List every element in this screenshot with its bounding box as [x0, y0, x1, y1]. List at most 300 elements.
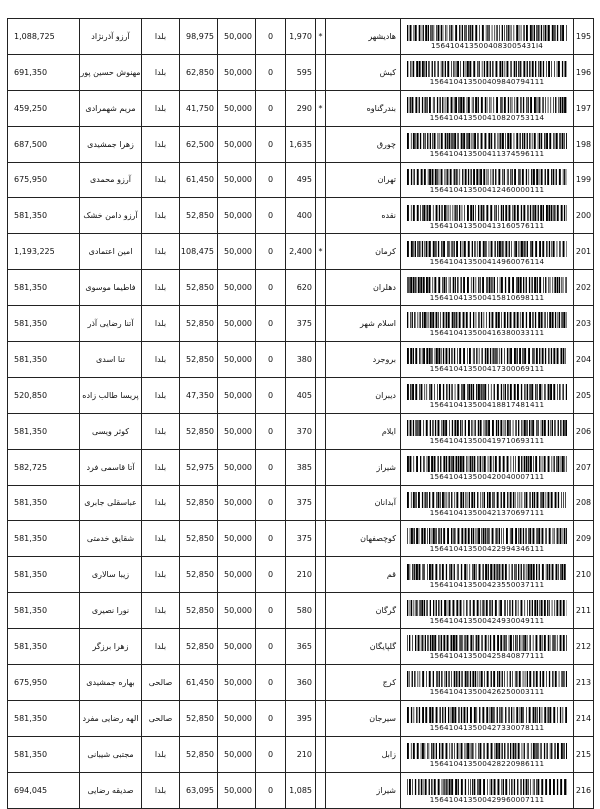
n2-text: 50,000 [224, 570, 252, 579]
table-row [8, 90, 594, 126]
table-row [8, 413, 594, 449]
tracking-code-cell [401, 593, 574, 629]
weight-cell [286, 629, 316, 665]
n3-text: 61,450 [186, 175, 214, 184]
zero-cell [256, 449, 286, 485]
tracking-code-text: 156410413500424930049111 [401, 617, 573, 625]
tracking-code-cell [401, 126, 574, 162]
payment-type-cell [142, 736, 180, 772]
base-fee-cell [218, 54, 256, 90]
base-fee-cell [218, 772, 256, 808]
n2-text: 50,000 [224, 391, 252, 400]
base-fee-cell [218, 629, 256, 665]
payment-type-cell [142, 90, 180, 126]
base-fee-cell [218, 521, 256, 557]
city-cell [326, 413, 401, 449]
city-text: بندرگناوه [367, 104, 396, 113]
row-index-cell [574, 234, 594, 270]
barcode-icon [407, 61, 567, 77]
amount-text: 581,350 [14, 355, 47, 364]
city-text: کرج [383, 678, 396, 687]
star-marker-cell [316, 377, 326, 413]
amount-text: 1,193,225 [14, 247, 55, 256]
tracking-code-cell [401, 377, 574, 413]
payment-type-cell [142, 126, 180, 162]
payment-type-cell [142, 413, 180, 449]
recipient-name-cell [80, 270, 142, 306]
tracking-code-text: 156410413500416380033111 [401, 329, 573, 337]
recipient-name-cell [80, 54, 142, 90]
n1-text: 580 [297, 606, 312, 615]
amount-text: 581,350 [14, 319, 47, 328]
amount-text: 581,350 [14, 750, 47, 759]
barcode-icon [407, 456, 567, 472]
fee-cell [180, 593, 218, 629]
base-fee-cell [218, 270, 256, 306]
zero-text: 0 [268, 175, 273, 184]
weight-cell [286, 521, 316, 557]
n2-text: 50,000 [224, 319, 252, 328]
n1-text: 495 [297, 175, 312, 184]
tracking-code-cell [401, 342, 574, 378]
city-cell [326, 162, 401, 198]
payment-type-cell [142, 629, 180, 665]
city-text: دیبران [375, 391, 396, 400]
pay-text: بلدا [155, 750, 166, 759]
n1-text: 1,970 [289, 32, 312, 41]
total-amount-cell [8, 593, 80, 629]
pay-text: بلدا [155, 427, 166, 436]
weight-cell [286, 557, 316, 593]
name-text: مجتبی شیبانی [80, 750, 141, 759]
total-amount-cell [8, 665, 80, 701]
base-fee-cell [218, 593, 256, 629]
tracking-code-cell [401, 557, 574, 593]
star-marker-cell [316, 54, 326, 90]
idx-text: 198 [576, 140, 591, 149]
name-text: الهه رضایی مفرد [80, 714, 141, 723]
amount-text: 581,350 [14, 498, 47, 507]
n1-text: 375 [297, 319, 312, 328]
zero-text: 0 [268, 570, 273, 579]
n3-text: 52,850 [186, 211, 214, 220]
fee-cell [180, 772, 218, 808]
name-text: زهرا برزگر [80, 642, 141, 651]
tracking-code-cell [401, 700, 574, 736]
star-marker-cell [316, 19, 326, 55]
city-text: کوچصفهان [360, 534, 396, 543]
barcode-icon [407, 312, 567, 328]
n2-text: 50,000 [224, 355, 252, 364]
n3-text: 52,850 [186, 319, 214, 328]
weight-cell [286, 126, 316, 162]
idx-text: 211 [576, 606, 591, 615]
n2-text: 50,000 [224, 786, 252, 795]
zero-cell [256, 629, 286, 665]
table-row [8, 342, 594, 378]
n2-text: 50,000 [224, 68, 252, 77]
idx-text: 208 [576, 498, 591, 507]
star-marker-cell [316, 557, 326, 593]
city-cell [326, 306, 401, 342]
tracking-code-cell [401, 90, 574, 126]
n2-text: 50,000 [224, 104, 252, 113]
zero-text: 0 [268, 391, 273, 400]
recipient-name-cell [80, 19, 142, 55]
zero-cell [256, 736, 286, 772]
weight-cell [286, 90, 316, 126]
name-text: عباسقلی جابری [80, 498, 141, 507]
payment-type-cell [142, 449, 180, 485]
total-amount-cell [8, 342, 80, 378]
fee-cell [180, 413, 218, 449]
table-body [8, 19, 594, 809]
weight-cell [286, 198, 316, 234]
tracking-code-text: 156410413500421370697111 [401, 509, 573, 517]
zero-cell [256, 772, 286, 808]
city-cell [326, 736, 401, 772]
table-row [8, 234, 594, 270]
n3-text: 52,850 [186, 427, 214, 436]
base-fee-cell [218, 306, 256, 342]
amount-text: 691,350 [14, 68, 47, 77]
table-row [8, 521, 594, 557]
total-amount-cell [8, 270, 80, 306]
name-text: کوثر ویسی [80, 427, 141, 436]
barcode-icon [407, 492, 567, 508]
payment-type-cell [142, 593, 180, 629]
city-text: هادیشهر [368, 32, 396, 41]
payment-type-cell [142, 198, 180, 234]
row-index-cell [574, 700, 594, 736]
base-fee-cell [218, 19, 256, 55]
table-row [8, 198, 594, 234]
star-marker-cell [316, 736, 326, 772]
star-marker-cell [316, 198, 326, 234]
zero-cell [256, 270, 286, 306]
payment-type-cell [142, 270, 180, 306]
amount-text: 459,250 [14, 104, 47, 113]
row-index-cell [574, 736, 594, 772]
pay-text: بلدا [155, 642, 166, 651]
name-text: صدیقه رضایی [80, 786, 141, 795]
weight-cell [286, 772, 316, 808]
zero-cell [256, 557, 286, 593]
zero-cell [256, 521, 286, 557]
row-index-cell [574, 342, 594, 378]
idx-text: 197 [576, 104, 591, 113]
city-text: آبدانان [375, 498, 396, 507]
city-cell [326, 449, 401, 485]
zero-text: 0 [268, 786, 273, 795]
fee-cell [180, 521, 218, 557]
tracking-code-text: 156410413500423550037111 [401, 581, 573, 589]
zero-cell [256, 54, 286, 90]
zero-cell [256, 377, 286, 413]
n1-text: 385 [297, 463, 312, 472]
tracking-code-cell [401, 19, 574, 55]
payment-type-cell [142, 377, 180, 413]
star-marker-cell [316, 521, 326, 557]
city-cell [326, 772, 401, 808]
row-index-cell [574, 126, 594, 162]
fee-cell [180, 90, 218, 126]
zero-text: 0 [268, 319, 273, 328]
name-text: آرزو محمدی [80, 175, 141, 184]
barcode-icon [407, 97, 567, 113]
city-text: نقده [381, 211, 396, 220]
table-row [8, 629, 594, 665]
table-row [8, 593, 594, 629]
zero-cell [256, 162, 286, 198]
tracking-code-text: 156410413500412460000111 [401, 186, 573, 194]
city-cell [326, 700, 401, 736]
name-text: شقایق خدمتی [80, 534, 141, 543]
zero-cell [256, 306, 286, 342]
idx-text: 215 [576, 750, 591, 759]
recipient-name-cell [80, 485, 142, 521]
amount-text: 1,088,725 [14, 32, 55, 41]
weight-cell [286, 736, 316, 772]
amount-text: 581,350 [14, 642, 47, 651]
table-row [8, 306, 594, 342]
n3-text: 63,095 [186, 786, 214, 795]
amount-text: 581,350 [14, 570, 47, 579]
n1-text: 370 [297, 427, 312, 436]
pay-text: بلدا [155, 319, 166, 328]
tracking-code-text: 156410413500419710693111 [401, 437, 573, 445]
idx-text: 199 [576, 175, 591, 184]
tracking-code-cell [401, 270, 574, 306]
recipient-name-cell [80, 126, 142, 162]
n1-text: 405 [297, 391, 312, 400]
payment-type-cell [142, 700, 180, 736]
n3-text: 47,350 [186, 391, 214, 400]
tracking-code-cell [401, 521, 574, 557]
pay-text: بلدا [155, 32, 166, 41]
n3-text: 52,850 [186, 642, 214, 651]
city-cell [326, 593, 401, 629]
city-text: تهران [378, 175, 396, 184]
pay-text: بلدا [155, 570, 166, 579]
pay-text: بلدا [155, 247, 166, 256]
city-text: شیراز [376, 463, 396, 472]
n3-text: 52,975 [186, 463, 214, 472]
total-amount-cell [8, 485, 80, 521]
base-fee-cell [218, 557, 256, 593]
city-cell [326, 19, 401, 55]
barcode-icon [407, 564, 567, 580]
zero-text: 0 [268, 750, 273, 759]
pay-text: بلدا [155, 498, 166, 507]
table-row [8, 485, 594, 521]
star-marker-cell [316, 270, 326, 306]
tracking-code-text: 156410413500420040007111 [401, 473, 573, 481]
fee-cell [180, 270, 218, 306]
recipient-name-cell [80, 234, 142, 270]
tracking-code-text: 156410413500428220986111 [401, 760, 573, 768]
city-text: اسلام شهر [360, 319, 396, 328]
star-marker-cell [316, 665, 326, 701]
n3-text: 52,850 [186, 534, 214, 543]
row-index-cell [574, 521, 594, 557]
city-cell [326, 54, 401, 90]
n2-text: 50,000 [224, 463, 252, 472]
total-amount-cell [8, 629, 80, 665]
n2-text: 50,000 [224, 498, 252, 507]
zero-cell [256, 126, 286, 162]
fee-cell [180, 736, 218, 772]
row-index-cell [574, 306, 594, 342]
base-fee-cell [218, 700, 256, 736]
weight-cell [286, 270, 316, 306]
name-text: آرزو آذرنژاد [80, 32, 141, 41]
fee-cell [180, 485, 218, 521]
base-fee-cell [218, 736, 256, 772]
n3-text: 108,475 [181, 247, 214, 256]
fee-cell [180, 557, 218, 593]
city-text: شیراز [376, 786, 396, 795]
payment-type-cell [142, 19, 180, 55]
star-marker-cell [316, 90, 326, 126]
barcode-icon [407, 348, 567, 364]
name-text: فاطیما موسوی [80, 283, 141, 292]
name-text: مریم شهمرادی [80, 104, 141, 113]
base-fee-cell [218, 198, 256, 234]
n1-text: 620 [297, 283, 312, 292]
pay-text: صالحی [149, 678, 173, 687]
tracking-code-text: 156410413500425840877111 [401, 652, 573, 660]
tracking-code-text: 156410413500413160576111 [401, 222, 573, 230]
n1-text: 1,085 [289, 786, 312, 795]
fee-cell [180, 234, 218, 270]
tracking-code-cell [401, 485, 574, 521]
city-text: زابل [382, 750, 396, 759]
name-text: پریسا طالب زاده [80, 391, 141, 400]
barcode-icon [407, 707, 567, 723]
row-index-cell [574, 629, 594, 665]
city-cell [326, 521, 401, 557]
recipient-name-cell [80, 413, 142, 449]
row-index-cell [574, 665, 594, 701]
payment-type-cell [142, 557, 180, 593]
total-amount-cell [8, 557, 80, 593]
zero-text: 0 [268, 68, 273, 77]
row-index-cell [574, 377, 594, 413]
zero-text: 0 [268, 714, 273, 723]
city-text: قم [387, 570, 396, 579]
n2-text: 50,000 [224, 750, 252, 759]
total-amount-cell [8, 19, 80, 55]
tracking-code-cell [401, 198, 574, 234]
n1-text: 400 [297, 211, 312, 220]
city-cell [326, 557, 401, 593]
n2-text: 50,000 [224, 32, 252, 41]
idx-text: 213 [576, 678, 591, 687]
recipient-name-cell [80, 162, 142, 198]
n3-text: 52,850 [186, 714, 214, 723]
barcode-icon [407, 277, 567, 293]
weight-cell [286, 162, 316, 198]
row-index-cell [574, 54, 594, 90]
idx-text: 210 [576, 570, 591, 579]
amount-text: 581,350 [14, 283, 47, 292]
recipient-name-cell [80, 198, 142, 234]
idx-text: 206 [576, 427, 591, 436]
total-amount-cell [8, 54, 80, 90]
total-amount-cell [8, 126, 80, 162]
city-text: ایلام [382, 427, 396, 436]
tracking-code-text: 156410413500417300069111 [401, 365, 573, 373]
n3-text: 98,975 [186, 32, 214, 41]
total-amount-cell [8, 306, 80, 342]
idx-text: 207 [576, 463, 591, 472]
zero-cell [256, 234, 286, 270]
pay-text: بلدا [155, 140, 166, 149]
payment-type-cell [142, 665, 180, 701]
zero-cell [256, 90, 286, 126]
table-row [8, 772, 594, 808]
amount-text: 675,950 [14, 678, 47, 687]
fee-cell [180, 306, 218, 342]
weight-cell [286, 665, 316, 701]
pay-text: بلدا [155, 355, 166, 364]
n1-text: 375 [297, 534, 312, 543]
table-row [8, 377, 594, 413]
n1-text: 365 [297, 642, 312, 651]
star-marker-cell [316, 306, 326, 342]
zero-text: 0 [268, 104, 273, 113]
row-index-cell [574, 198, 594, 234]
row-index-cell [574, 90, 594, 126]
recipient-name-cell [80, 593, 142, 629]
name-text: امین اعتمادی [80, 247, 141, 256]
city-text: دهلران [373, 283, 396, 292]
star-marker-cell [316, 342, 326, 378]
amount-text: 581,350 [14, 211, 47, 220]
n2-text: 50,000 [224, 606, 252, 615]
zero-cell [256, 700, 286, 736]
total-amount-cell [8, 198, 80, 234]
fee-cell [180, 19, 218, 55]
n1-text: 1,635 [289, 140, 312, 149]
zero-text: 0 [268, 463, 273, 472]
idx-text: 201 [576, 247, 591, 256]
payment-type-cell [142, 342, 180, 378]
n1-text: 595 [297, 68, 312, 77]
city-cell [326, 665, 401, 701]
tracking-code-text: 156410413500426250003111 [401, 688, 573, 696]
tracking-code-text: 156410413500411374596111 [401, 150, 573, 158]
city-cell [326, 126, 401, 162]
tracking-code-text: 156410413500418817481411 [401, 401, 573, 409]
barcode-icon [407, 635, 567, 651]
shipment-table [7, 18, 594, 809]
n3-text: 52,850 [186, 750, 214, 759]
name-text: آتنا رضایی آذر [80, 319, 141, 328]
recipient-name-cell [80, 700, 142, 736]
star-marker-cell [316, 485, 326, 521]
star-text: * [319, 104, 323, 113]
row-index-cell [574, 485, 594, 521]
total-amount-cell [8, 700, 80, 736]
zero-text: 0 [268, 427, 273, 436]
idx-text: 196 [576, 68, 591, 77]
zero-cell [256, 342, 286, 378]
city-text: چورق [377, 140, 396, 149]
weight-cell [286, 234, 316, 270]
name-text: نورا نصیری [80, 606, 141, 615]
